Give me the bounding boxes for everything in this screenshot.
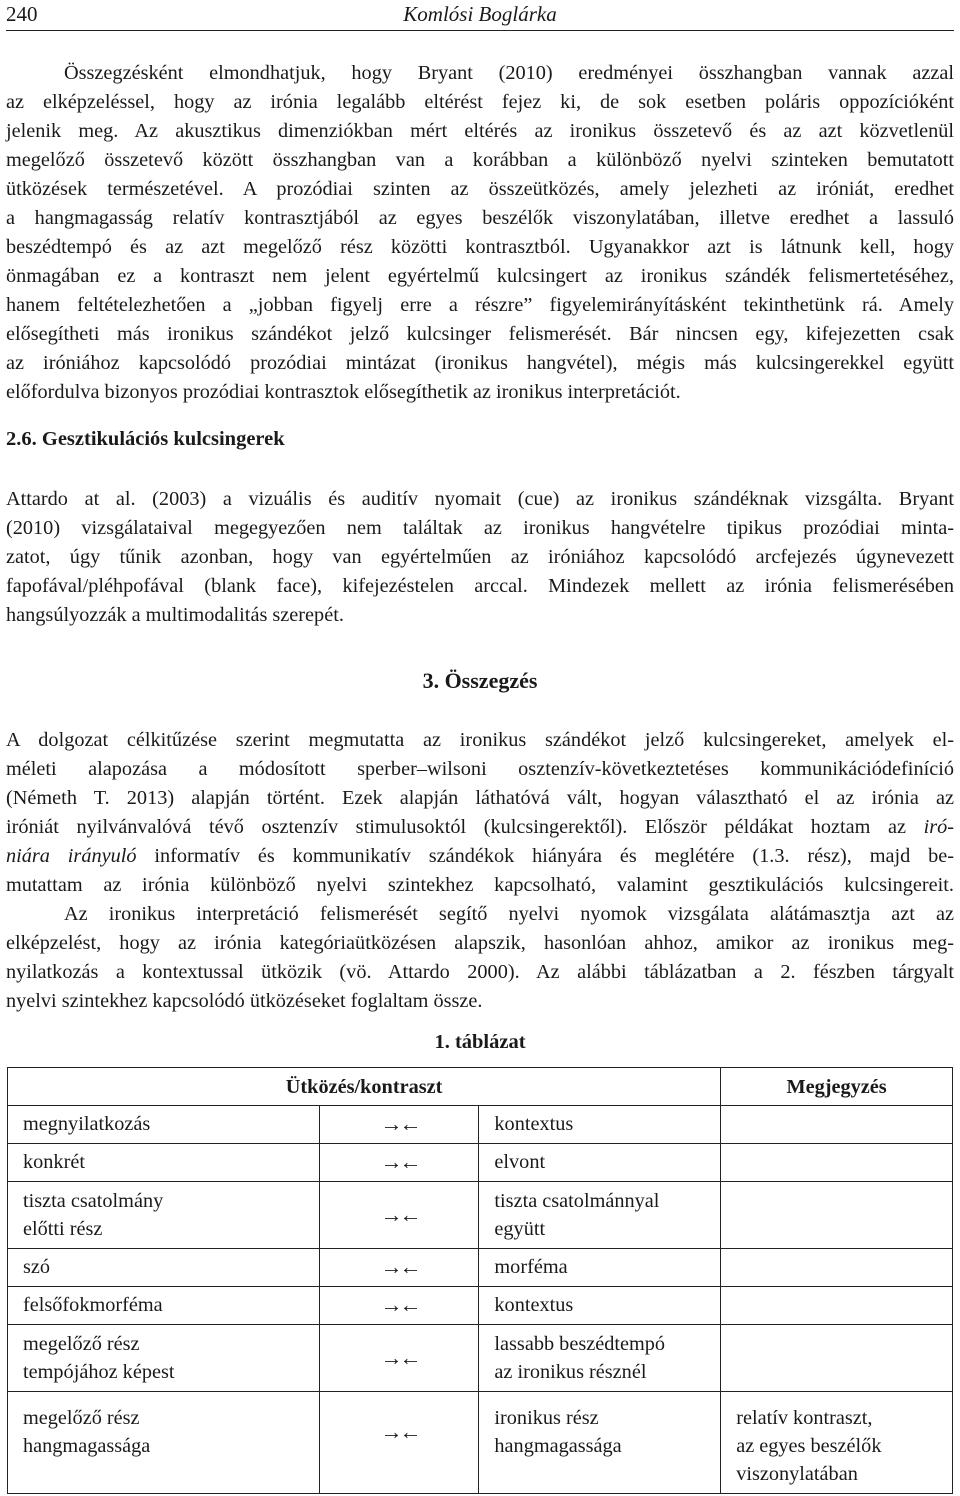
cell-right: morféma xyxy=(479,1249,721,1287)
table-header-row xyxy=(8,1068,953,1106)
text-line: az iróniához kapcsolódó prozódiai mintázat (ironikus hangvétel), mégis más kulcsingerekkel együtt xyxy=(6,352,954,374)
cell-note xyxy=(721,1325,953,1392)
table-row xyxy=(8,1287,953,1325)
cell-line: tiszta csatolmánnyal xyxy=(494,1189,660,1212)
page-number: 240 xyxy=(6,2,38,26)
text-line: beszédtempó és az azt megelőző rész közötti kontrasztból. Ugyanakkor azt is látnunk kell, hogy xyxy=(6,236,954,258)
text-line: az elképzeléssel, hogy az irónia legalább eltérést fejez ki, de sok esetben poláris oppozícióként xyxy=(6,91,954,113)
text-line: méleti alapozása a módosított sperber–wilsoni osztenzív-következtetéses kommunikációdefiníció xyxy=(6,758,954,780)
text-line: hangsúlyozzák a multimodalitás szerepét. xyxy=(6,604,344,626)
section-title: 3. Összegzés xyxy=(422,668,538,693)
cell-line: megelőző rész xyxy=(23,1332,140,1355)
text-line: megelőző összetevő között összhangban van a korábban a különböző nyelvi szinteken bemutatott xyxy=(6,149,954,171)
text-line: elképzelést, hogy az irónia kategóriaütközésen alapszik, hasonlóan ahhoz, amikor az ironikus meg- xyxy=(6,932,954,954)
paragraph-conclusion xyxy=(6,726,954,1016)
cell-line: tiszta csatolmány xyxy=(23,1189,164,1212)
cell-line: megelőző rész xyxy=(23,1407,140,1429)
cell-line: viszonylatában xyxy=(736,1463,858,1485)
table-row xyxy=(8,1106,953,1144)
cell-left xyxy=(8,1325,320,1392)
text-line: mutattam az irónia különböző nyelvi szintekhez kapcsolható, valamint gesztikulációs kulcsingereit. xyxy=(6,874,954,896)
page-header xyxy=(6,0,954,31)
arrow-cell: →← xyxy=(319,1182,479,1249)
running-title: Komlósi Boglárka xyxy=(403,2,557,26)
arrow-cell: →← xyxy=(319,1325,479,1392)
text-line: a hangmagasság relatív kontrasztjából az egyes beszélők viszonylatában, illetve eredhet a lassuló xyxy=(6,207,954,229)
text-line: fapofával/pléhpofával (blank face), kifejezéstelen arccal. Mindezek mellett az irónia felismerésében xyxy=(6,575,954,597)
cell-note xyxy=(721,1182,953,1249)
table-row xyxy=(8,1392,953,1494)
cell-note xyxy=(721,1287,953,1325)
text-segment: iróniát nyilvánvalóvá tévő osztenzív stimulusoktól (kulcsingerektől). Először példákat hoztam az xyxy=(6,816,906,838)
cell-line: ironikus rész xyxy=(494,1407,599,1429)
text-line: (Németh T. 2013) alapján történt. Ezek alapján láthatóvá vált, hogyan választható el az irónia az xyxy=(6,787,954,809)
text-line: nyelvi szintekhez kapcsolódó ütközéseket foglaltam össze. xyxy=(6,990,483,1012)
cell-right: kontextus xyxy=(479,1106,721,1144)
text-line: nyilatkozás a kontextussal ütközik (vö. Attardo 2000). Az alábbi táblázatban a 2. fészben tárgyalt xyxy=(6,961,954,983)
collision-table xyxy=(7,1067,953,1494)
cell-right: elvont xyxy=(479,1144,721,1182)
cell-right xyxy=(479,1182,721,1249)
arrow-cell: →← xyxy=(319,1106,479,1144)
cell-right xyxy=(479,1392,721,1494)
cell-left xyxy=(8,1182,320,1249)
text-line: Összegzésként elmondhatjuk, hogy Bryant (2010) eredményei összhangban vannak azzal xyxy=(64,62,954,84)
text-line: (2010) vizsgálataival megegyezően nem találtak az ironikus hangvételre tipikus prozódiai minta- xyxy=(6,517,954,539)
subsection-heading: 2.6. Gesztikulációs kulcsingerek xyxy=(6,428,285,450)
text-line: Attardo at al. (2003) a vizuális és auditív nyomait (cue) az ironikus szándéknak vizsgálta. Bryant xyxy=(6,488,954,510)
italic-text: iró- xyxy=(923,816,955,838)
text-line: elősegítheti más ironikus szándékot jelző kulcsinger felismerését. Bár nincsen egy, kifejezetten csak xyxy=(6,323,954,345)
text-segment: informatív és kommunikatív szándékok hiányára és meglétére (1.3. rész), majd be- xyxy=(136,845,955,867)
text-line: önmagában ez a kontraszt nem jelent egyértelmű kulcsingert az ironikus szándék felismertetéséhez, xyxy=(6,265,954,287)
cell-right xyxy=(479,1325,721,1392)
cell-line: együtt xyxy=(494,1217,546,1240)
cell-left: felsőfokmorféma xyxy=(8,1287,320,1325)
cell-line: hangmagassága xyxy=(494,1435,622,1457)
cell-right: kontextus xyxy=(479,1287,721,1325)
cell-note xyxy=(721,1106,953,1144)
cell-left: konkrét xyxy=(8,1144,320,1182)
header-collision: Ütközés/kontraszt xyxy=(8,1068,721,1106)
text-line: hanem feltételezhetően a „jobban figyelj erre a részre” figyelemirányításként tekinthetünk rá. Amely xyxy=(6,294,954,316)
cell-note xyxy=(721,1392,953,1494)
text-line: ütközések természetével. A prozódiai szinten az összeütközés, amely jelezheti az iróniát, eredhet xyxy=(6,178,954,200)
text-line: Az ironikus interpretáció felismerését segítő nyelvi nyomok vizsgálata alátámasztja azt az xyxy=(64,903,954,925)
text-line: jelenik meg. Az akusztikus dimenziókban mért eltérés az ironikus összetevő és az azt közvetlenül xyxy=(6,120,954,142)
text-line xyxy=(6,813,954,842)
text-line: előfordulva bizonyos prozódiai kontrasztok elősegíthetik az ironikus interpretációt. xyxy=(6,381,681,403)
cell-left: megnyilatkozás xyxy=(8,1106,320,1144)
table-row xyxy=(8,1182,953,1249)
arrow-cell: →← xyxy=(319,1249,479,1287)
cell-line: tempójához képest xyxy=(23,1360,175,1383)
cell-line: az egyes beszélők xyxy=(736,1435,882,1457)
cell-note xyxy=(721,1144,953,1182)
cell-left: szó xyxy=(8,1249,320,1287)
table-row xyxy=(8,1249,953,1287)
cell-line: előtti rész xyxy=(23,1217,103,1240)
paragraph-summary-bryant xyxy=(6,59,954,407)
table-row xyxy=(8,1325,953,1392)
text-line: A dolgozat célkitűzése szerint megmutatta az ironikus szándékot jelző kulcsingereket, amelyek el- xyxy=(6,729,954,751)
italic-text: niára irányuló xyxy=(6,845,137,867)
cell-line: hangmagassága xyxy=(23,1435,151,1457)
cell-line: relatív kontraszt, xyxy=(736,1407,873,1429)
header-note: Megjegyzés xyxy=(721,1068,953,1106)
cell-line: az ironikus résznél xyxy=(494,1360,647,1383)
table-row xyxy=(8,1144,953,1182)
arrow-cell: →← xyxy=(319,1287,479,1325)
table-caption: 1. táblázat xyxy=(434,1031,526,1053)
arrow-cell: →← xyxy=(319,1144,479,1182)
cell-line: lassabb beszédtempó xyxy=(494,1332,666,1355)
cell-left xyxy=(8,1392,320,1494)
paragraph-gesture-cues xyxy=(6,485,954,630)
text-line xyxy=(6,842,954,871)
cell-note xyxy=(721,1249,953,1287)
arrow-cell: →← xyxy=(319,1392,479,1494)
text-line: zatot, úgy tűnik azonban, hogy van egyértelműen az iróniához kapcsolódó arcfejezés úgynevezett xyxy=(6,546,954,568)
